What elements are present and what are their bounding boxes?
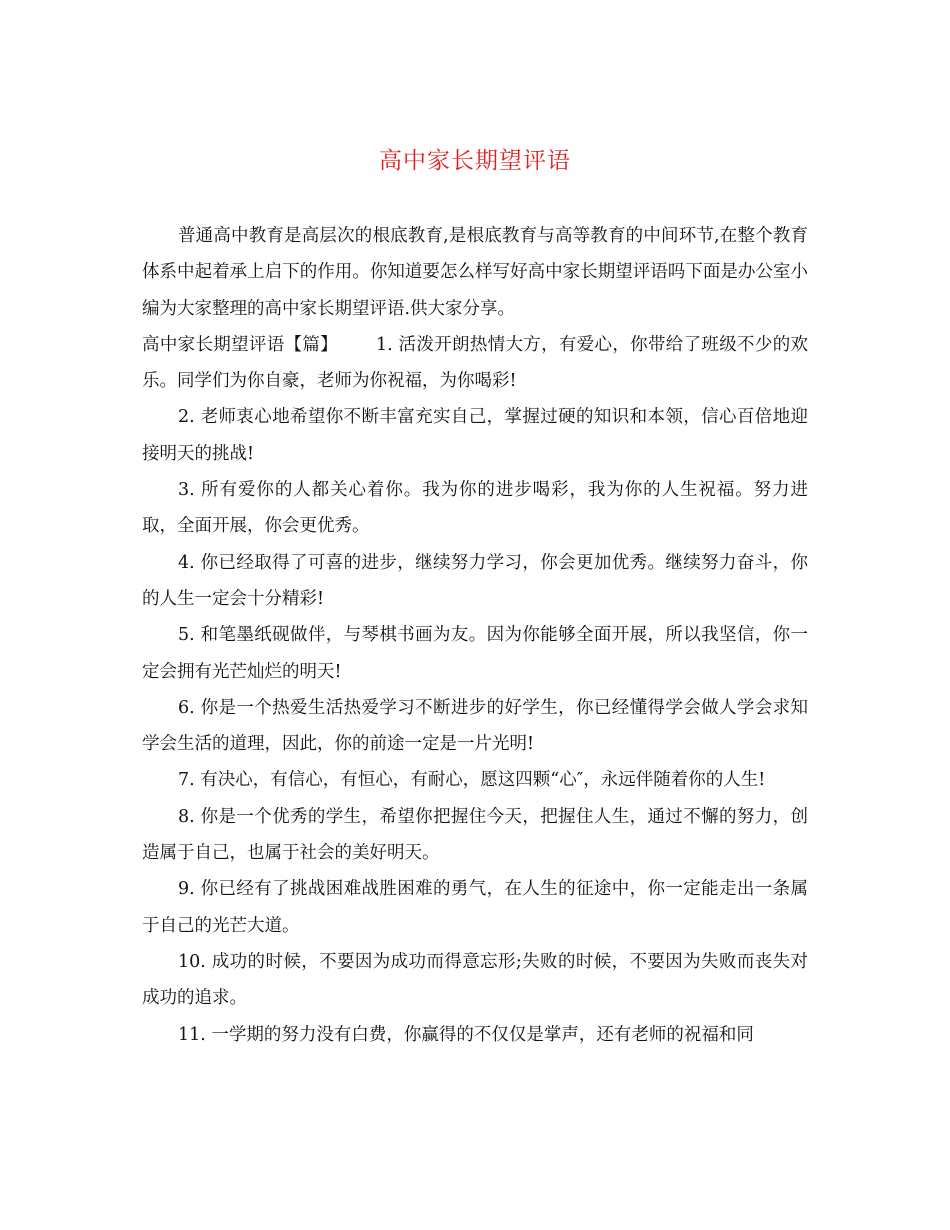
list-item: 11. 一学期的努力没有白费，你赢得的不仅仅是掌声，还有老师的祝福和同 [178,1024,754,1045]
list-item: 10. 成功的时候，不要因为成功而得意忘形;失败的时候，不要因为失败而丧失对成功的追求。 [142,951,808,1009]
list-item: 5. 和笔墨纸砚做伴，与琴棋书画为友。因为你能够全面开展，所以我坚信，你一定会拥有光芒灿烂的明天! [142,625,808,682]
first-item-paragraph [142,327,808,400]
section-heading: 高中家长期望评语【篇】 [142,334,338,355]
list-item: 4. 你已经取得了可喜的进步，继续努力学习，你会更加优秀。继续努力奋斗，你的人生一定会十分精彩! [142,552,808,609]
list-item: 6. 你是一个热爱生活热爱学习不断进步的好学生，你已经懂得学会做人学会求知学会生活的道理，因此，你的前途一定是一片光明! [142,697,808,755]
list-item: 1. 活泼开朗热情大方，有爱心，你带给了班级不少的欢乐。同学们为你自豪，老师为你祝福，为你喝彩! [142,334,809,392]
list-item: 9. 你已经有了挑战困难战胜困难的勇气，在人生的征途中，你一定能走出一条属于自己的光芒大道。 [142,879,808,936]
document-body [142,218,808,1053]
list-item: 8. 你是一个优秀的学生，希望你把握住今天，把握住人生，通过不懈的努力，创造属于自己，也属于社会的美好明天。 [142,806,808,864]
list-item: 7. 有决心，有信心，有恒心，有耐心，愿这四颗“心″，永远伴随着你的人生! [178,770,766,791]
document-title: 高中家长期望评语 [379,148,571,174]
list-item: 2. 老师衷心地希望你不断丰富充实自己，掌握过硬的知识和本领，信心百倍地迎接明天的挑战! [142,407,808,464]
list-item: 3. 所有爱你的人都关心着你。我为你的进步喝彩，我为你的人生祝福。努力进取，全面开展，你会更优秀。 [142,480,808,537]
intro-paragraph: 普通高中教育是高层次的根底教育,是根底教育与高等教育的中间环节,在整个教育体系中起着承上启下的作用。你知道要怎么样写好高中家长期望评语吗下面是办公室小编为大家整理的高中家长期望评语.供大家分享。 [142,226,808,319]
